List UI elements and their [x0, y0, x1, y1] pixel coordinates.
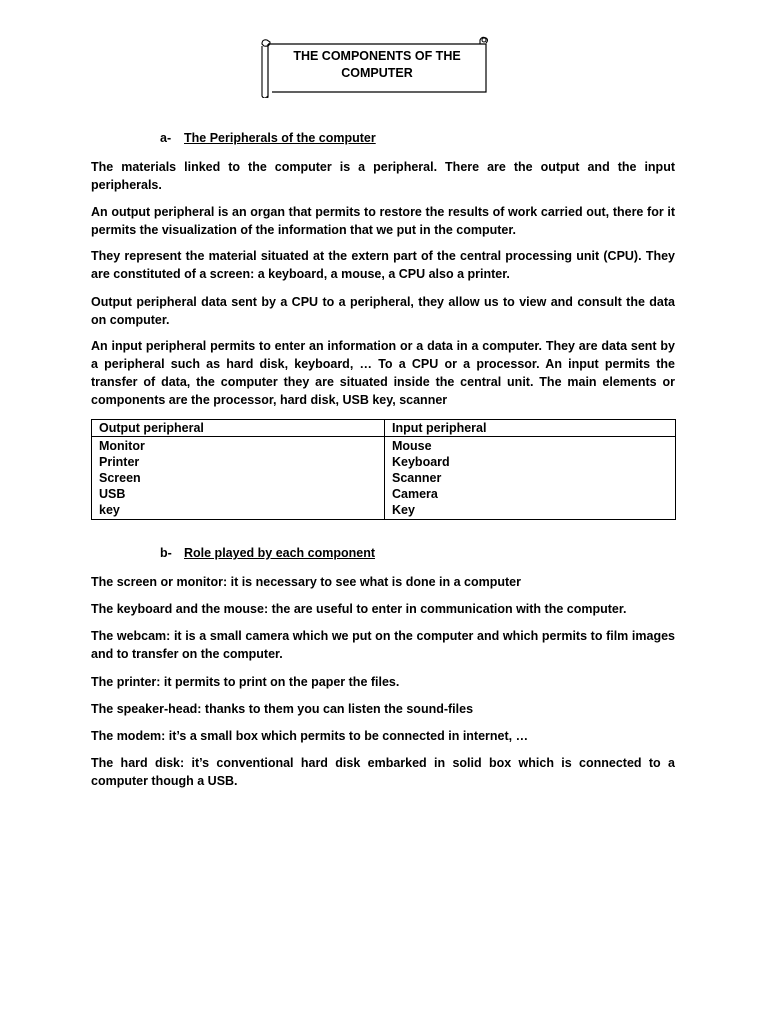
table-row: [92, 437, 676, 520]
output-item: USB: [99, 487, 126, 501]
output-item: Printer: [99, 455, 140, 469]
output-column: [92, 437, 385, 520]
role-speaker: The speaker-head: thanks to them you can listen the sound-files: [91, 702, 474, 716]
table-header-row: [92, 420, 676, 437]
input-item: Mouse: [392, 439, 432, 453]
role-modem: The modem: it’s a small box which permits to be connected in internet, …: [91, 729, 529, 743]
page-title: THE COMPONENTS OF THE COMPUTER: [293, 49, 461, 80]
section-b-letter: b-: [160, 546, 172, 560]
output-item: key: [99, 503, 120, 517]
input-item: Key: [392, 503, 415, 517]
paragraph-1: The materials linked to the computer is a peripheral. There are the output and the input peripherals.: [91, 160, 675, 192]
section-b-title: Role played by each component: [184, 546, 376, 560]
output-header: Output peripheral: [92, 420, 385, 437]
input-item: Keyboard: [392, 455, 450, 469]
output-item: Screen: [99, 471, 141, 485]
role-screen: The screen or monitor: it is necessary to see what is done in a computer: [91, 575, 521, 589]
paragraph-2: An output peripheral is an organ that permits to restore the results of work carried out, there for it permits the visualization of the information that we put in the computer.: [91, 205, 675, 237]
paragraph-4: Output peripheral data sent by a CPU to a peripheral, they allow us to view and consult the data on computer.: [91, 295, 675, 327]
role-printer: The printer: it permits to print on the paper the files.: [91, 675, 400, 689]
section-a-letter: a-: [160, 131, 172, 145]
role-hard-disk: The hard disk: it’s conventional hard disk embarked in solid box which is connected to a computer though a USB.: [91, 756, 675, 788]
section-b-heading: [160, 546, 375, 560]
paragraph-3: They represent the material situated at the extern part of the central processing unit (CPU). They are constituted of a screen: a keyboard, a mouse, a CPU also a printer.: [91, 249, 675, 281]
role-keyboard-mouse: The keyboard and the mouse: the are useful to enter in communication with the computer.: [91, 602, 627, 616]
input-item: Camera: [392, 487, 438, 501]
title-banner: [258, 36, 492, 98]
input-column: [385, 437, 676, 520]
input-header: Input peripheral: [385, 420, 676, 437]
role-webcam: The webcam: it is a small camera which we put on the computer and which permits to film images and to transfer on the computer.: [91, 629, 675, 661]
paragraph-5: An input peripheral permits to enter an information or a data in a computer. They are data sent by a peripheral such as hard disk, keyboard, … To a CPU or a processor. An input permits the transfer of data, the computer they are situated inside the central unit. The main elements or components are the processor, hard disk, USB key, scanner: [91, 339, 675, 407]
peripheral-table: [91, 419, 676, 520]
section-a-title: The Peripherals of the computer: [184, 131, 376, 145]
input-item: Scanner: [392, 471, 442, 485]
output-item: Monitor: [99, 439, 145, 453]
section-a-heading: [160, 131, 376, 145]
